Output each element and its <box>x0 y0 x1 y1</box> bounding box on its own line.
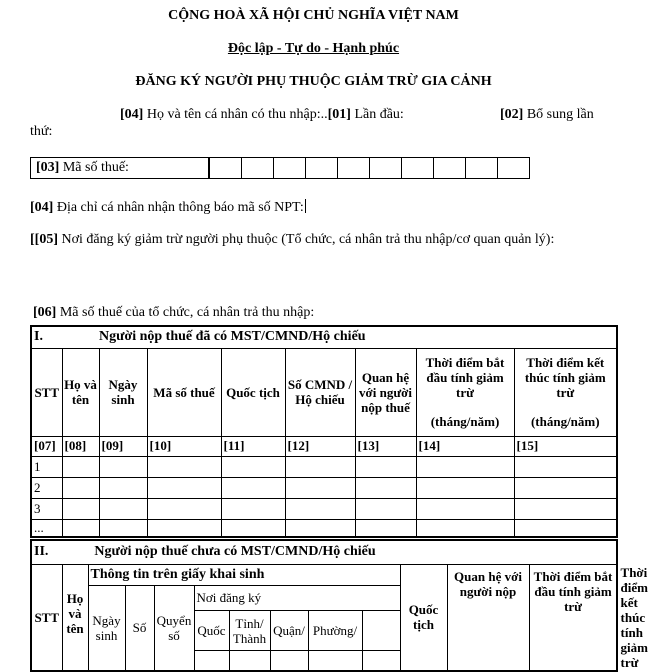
section2-viewport <box>30 539 648 670</box>
col2-number: Số <box>125 585 154 671</box>
col-nationality: Quốc tịch <box>221 348 285 436</box>
code-06: [06] <box>33 305 57 320</box>
motto <box>0 41 627 57</box>
row-number: 2 <box>31 477 62 498</box>
tax-digit-3[interactable] <box>274 158 306 179</box>
tax-code-box <box>30 157 530 179</box>
row-number: 3 <box>31 498 62 519</box>
taxpayer-name-label: Họ và tên cá nhân có thu nhập:.. <box>143 107 328 122</box>
row-number: 1 <box>31 456 62 477</box>
tax-digit-9[interactable] <box>466 158 498 179</box>
col-start-label: Thời điểm bắt đầu tính giảm trừ <box>425 355 505 400</box>
table-row <box>31 477 617 498</box>
col-id-no: Số CMND / Hộ chiếu <box>285 348 355 436</box>
col-end <box>514 348 617 436</box>
taxpayer-name-line <box>120 107 404 123</box>
tax-code-label-cell <box>31 158 210 179</box>
col2-book: Quyển số <box>154 585 194 671</box>
code-04-address: [04] <box>30 200 54 215</box>
section2-title-text: Người nộp thuế chưa có MST/CMND/Hộ chiếu <box>94 544 376 560</box>
supplement-line <box>500 107 594 123</box>
code-03: [03] <box>36 160 60 175</box>
col2-name: Họ và tên <box>62 564 88 671</box>
col-relation: Quan hệ với người nộp thuế <box>355 348 416 436</box>
address-label: Địa chỉ cá nhân nhận thông báo mã số NPT: <box>53 200 304 215</box>
code-04: [04] <box>120 107 144 122</box>
section2-table: II. Người nộp thuế chưa có MST/CMND/Hộ chiếu STT Họ và tên Thông tin trên giấy khai sinh Quốc tịch Quan hệ với người nộp Thời điểm bắt đầu tính giảm trừ Thời điểm kết thúc tính giảm trừ Ngày sinh Số Quyển số Nơi đăng ký Quốc Tỉnh/ Thành Quận/ Phường/ <box>30 539 618 672</box>
tax-digit-4[interactable] <box>306 158 338 179</box>
col-start-unit: (tháng/năm) <box>430 414 500 429</box>
supplement-label: Bổ sung lần <box>523 107 594 122</box>
section1-title-text: Người nộp thuế đã có MST/CMND/Hộ chiếu <box>98 329 366 345</box>
tax-code-label: Mã số thuế: <box>59 160 129 175</box>
section1-number: I. <box>34 329 43 345</box>
code-cell: [14] <box>416 436 514 456</box>
tax-digit-6[interactable] <box>370 158 402 179</box>
motto-text: Độc lập - Tự do - Hạnh phúc <box>227 41 400 56</box>
section2-number: II. <box>34 544 49 560</box>
code-02: [02] <box>500 107 524 122</box>
code-cell: [13] <box>355 436 416 456</box>
col-name: Họ và tên <box>62 348 99 436</box>
col-stt: STT <box>31 348 62 436</box>
org-tax-line <box>33 305 314 321</box>
col2-country: Quốc <box>194 611 229 651</box>
col-end-label: Thời điểm kết thúc tính giảm trừ <box>524 355 606 400</box>
col2-ward: Phường/ <box>308 611 362 651</box>
tax-digit-2[interactable] <box>242 158 274 179</box>
row-number: ... <box>31 519 62 537</box>
col-taxcode: Mã số thuế <box>147 348 221 436</box>
code-01: [01] <box>327 107 351 122</box>
col2-dob: Ngày sinh <box>88 585 125 671</box>
col2-reg-place: Nơi đăng ký <box>194 585 400 611</box>
code-cell: [07] <box>31 436 62 456</box>
registration-line <box>30 232 554 248</box>
col-end-unit: (tháng/năm) <box>530 414 600 429</box>
col2-district: Quận/ <box>270 611 308 651</box>
code-row <box>31 436 617 456</box>
code-cell: [11] <box>221 436 285 456</box>
table-row <box>31 519 617 537</box>
table-row <box>31 456 617 477</box>
registration-label: Nơi đăng ký giảm trừ người phụ thuộc (Tổ chức, cá nhân trả thu nhập/cơ quan quản lý): <box>58 232 555 247</box>
col2-stt: STT <box>31 564 62 671</box>
tax-digit-1[interactable] <box>209 158 242 179</box>
org-tax-label: Mã số thuế của tổ chức, cá nhân trả thu nhập: <box>56 305 315 320</box>
col2-start: Thời điểm bắt đầu tính giảm trừ <box>529 564 617 671</box>
form-title: ĐĂNG KÝ NGƯỜI PHỤ THUỘC GIẢM TRỪ GIA CẢNH <box>135 74 492 89</box>
col-start <box>416 348 514 436</box>
code-cell: [08] <box>62 436 99 456</box>
tax-digit-8[interactable] <box>434 158 466 179</box>
col2-province: Tỉnh/ Thành <box>229 611 270 651</box>
col2-birth-info: Thông tin trên giấy khai sinh <box>88 564 400 585</box>
section2-title <box>31 540 617 564</box>
section1-table <box>30 325 618 538</box>
section1-title <box>31 326 617 348</box>
col2-relation: Quan hệ với người nộp <box>447 564 529 671</box>
tax-digit-10[interactable] <box>498 158 530 179</box>
first-time-label: Lần đầu: <box>350 107 404 122</box>
table-row <box>31 498 617 519</box>
col2-nationality: Quốc tịch <box>400 564 447 671</box>
code-cell: [12] <box>285 436 355 456</box>
national-title: CỘNG HOÀ XÃ HỘI CHỦ NGHĨA VIỆT NAM <box>168 8 459 23</box>
address-line[interactable] <box>30 199 306 216</box>
code-cell: [15] <box>514 436 617 456</box>
tax-digit-7[interactable] <box>402 158 434 179</box>
code-05: [[05] <box>30 232 58 247</box>
text-cursor <box>305 199 306 213</box>
supplement-continuation: thứ: <box>30 124 53 139</box>
tax-digit-5[interactable] <box>338 158 370 179</box>
code-cell: [10] <box>147 436 221 456</box>
code-cell: [09] <box>99 436 147 456</box>
col-dob: Ngày sinh <box>99 348 147 436</box>
